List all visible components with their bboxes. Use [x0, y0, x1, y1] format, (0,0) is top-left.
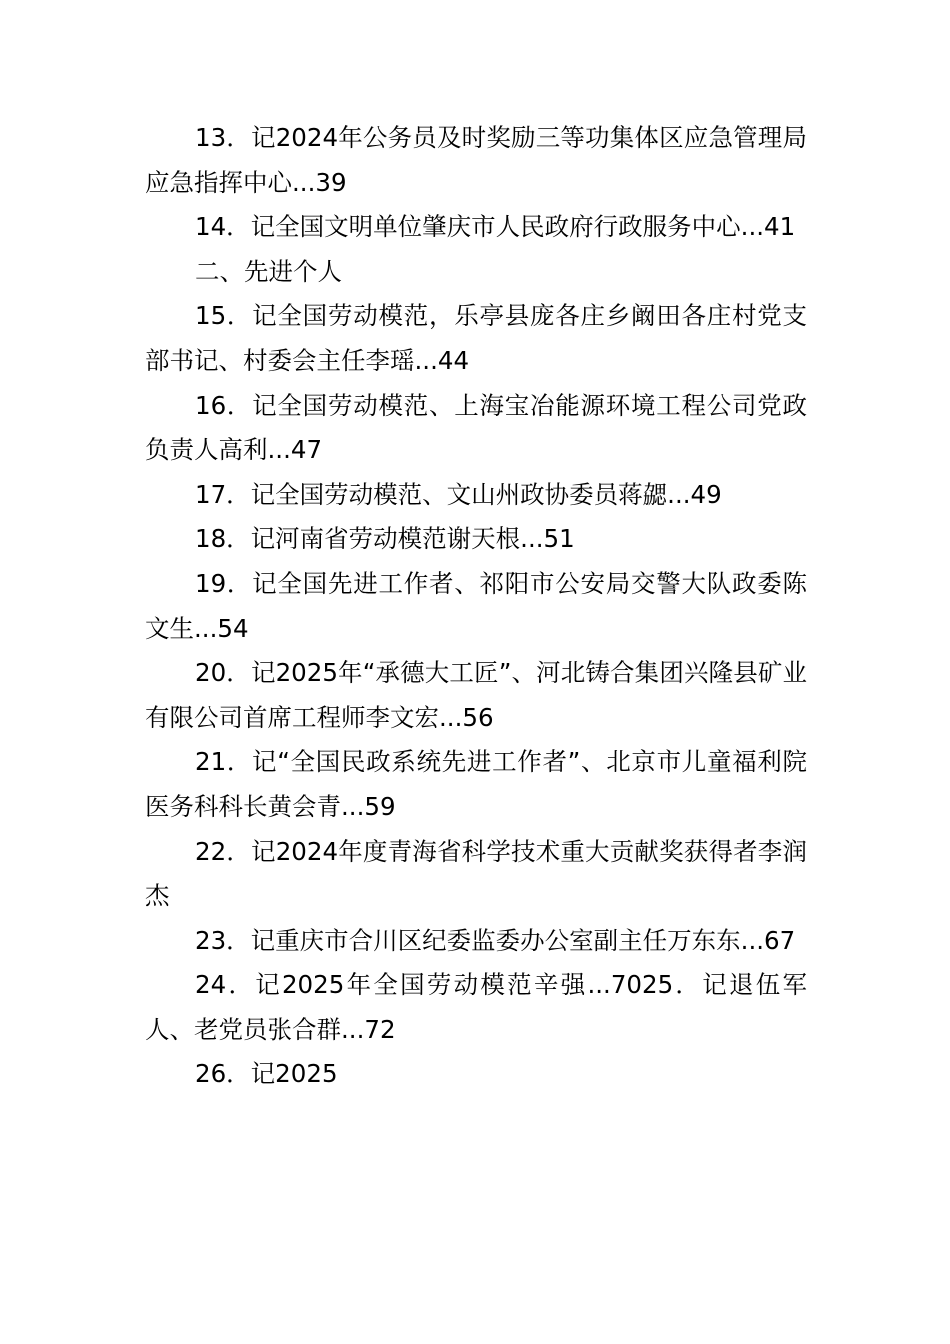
- toc-entry-22: 22．记2024年度青海省科学技术重大贡献奖获得者李润杰: [145, 836, 807, 911]
- toc-entry-14: 14．记全国文明单位肇庆市人民政府行政服务中心...41: [195, 212, 796, 242]
- toc-entry-16: 16．记全国劳动模范、上海宝冶能源环境工程公司党政负责人高利...47: [145, 390, 807, 465]
- toc-entry-19: 19．记全国先进工作者、祁阳市公安局交警大队政委陈文生...54: [145, 568, 807, 643]
- toc-entry-18: 18．记河南省劳动模范谢天根...51: [195, 524, 575, 554]
- section-heading-advanced-individuals: 二、先进个人: [195, 256, 342, 286]
- toc-entry-23: 23．记重庆市合川区纪委监委办公室副主任万东东...67: [195, 925, 796, 955]
- toc-entry-26: 26．记2025: [195, 1059, 338, 1089]
- toc-entry-15: 15．记全国劳动模范，乐亭县庞各庄乡阚田各庄村党支部书记、村委会主任李瑶...44: [145, 301, 807, 375]
- toc-entry-21: 21．记“全国民政系统先进工作者”、北京市儿童福利院医务科科长黄会青...59: [145, 747, 807, 821]
- toc-entry-17: 17．记全国劳动模范、文山州政协委员蒋勰...49: [195, 479, 722, 509]
- toc-entry-20: 20．记2025年“承德大工匠”、河北铸合集团兴隆县矿业有限公司首席工程师李文宏...56: [145, 658, 807, 732]
- toc-list: [145, 116, 807, 1097]
- toc-entry-24-25: 24．记2025年全国劳动模范辛强...7025．记退伍军人、老党员张合群...72: [145, 970, 807, 1044]
- toc-entry-13: 13．记2024年公务员及时奖励三等功集体区应急管理局应急指挥中心...39: [145, 123, 807, 197]
